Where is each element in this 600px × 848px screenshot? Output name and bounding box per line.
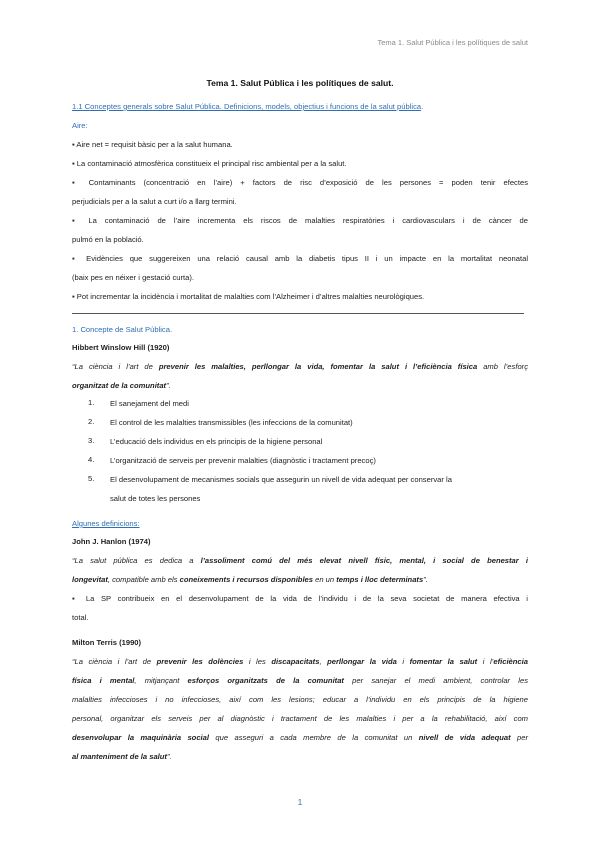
list-number: 4.	[88, 455, 95, 464]
author-hanlon: John J. Hanlon (1974)	[72, 537, 151, 546]
horizontal-divider	[72, 313, 524, 314]
quote-hill-line: “La ciència i l’art de prevenir les malalties, perllongar la vida, fomentar la salut i l’eficiència física amb l’esforç	[72, 362, 528, 371]
section-heading: 1.1 Conceptes generals sobre Salut Pública. Definicions, models, objectius i funcions de la salut pública.	[72, 102, 424, 111]
list-number: 3.	[88, 436, 95, 445]
list-item: El desenvolupament de mecanismes socials que assegurin un nivell de vida adequat per conservar la	[110, 475, 452, 484]
bullet-item: ▪ La contaminació de l’aire incrementa els riscos de malalties respiratòries i cardiovasculars i de càncer de	[72, 216, 528, 225]
quote-terris-line: “La ciència i l’art de prevenir les dolències i les discapacitats, perllongar la vida i fomentar la salut i l’eficiència	[72, 657, 528, 666]
page-title: Tema 1. Salut Pública i les polítiques de salut.	[206, 78, 394, 88]
section-heading-link[interactable]: 1.1 Conceptes generals sobre Salut Pública. Definicions, models, objectius i funcions de la salut pública	[72, 102, 422, 111]
bullet-item-cont: total.	[72, 613, 89, 622]
page-number: 1	[297, 798, 303, 807]
list-item-cont: salut de totes les persones	[110, 494, 201, 503]
subheading-aire: Aire:	[72, 121, 88, 130]
bullet-item: ▪ Contaminants (concentració en l’aire) + factors de risc d’exposició de les persones = poden tenir efectes	[72, 178, 528, 187]
quote-hanlon-line: “La salut pública es dedica a l’assoliment comú del més elevat nivell físic, mental, i social de benestar i	[72, 556, 529, 565]
bullet-item-cont: (baix pes en néixer i gestació curta).	[72, 273, 194, 282]
bullet-item-cont: perjudicials per a la salut a curt i/o a llarg termini.	[72, 197, 237, 206]
bullet-item: ▪ La contaminació atmosfèrica constitueix el principal risc ambiental per a la salut.	[72, 159, 347, 168]
list-item: El control de les malalties transmissibles (les infeccions de la comunitat)	[110, 418, 353, 427]
list-item: El sanejament del medi	[110, 399, 189, 408]
list-item: L’organització de serveis per prevenir malalties (diagnòstic i tractament precoç)	[110, 456, 376, 465]
concept-heading: 1. Concepte de Salut Pública.	[72, 325, 173, 334]
author-hill: Hibbert Winslow Hill (1920)	[72, 343, 170, 352]
quote-terris-line: física i mental, mitjançant esforços organitzats de la comunitat per sanejar el medi ambient, controlar les	[72, 676, 528, 685]
bullet-item: ▪ Evidències que suggereixen una relació causal amb la diabetis tipus II i un impacte en la mortalitat neonatal	[72, 254, 528, 263]
quote-terris-line: malalties infeccioses i no infeccioses, així com les lesions; educar a l’individu en els principis de la higiene	[72, 695, 528, 704]
quote-terris-line: personal, organitzar els serveis per al diagnòstic i tractament de les malalties i per a la rehabilitació, així com	[72, 714, 528, 723]
definitions-heading-link[interactable]: Algunes definicions:	[72, 519, 140, 528]
quote-terris-line: al manteniment de la salut”.	[72, 752, 172, 761]
bullet-item: ▪ La SP contribueix en el desenvolupament de la vida de l’individu i de la seva societat de manera efectiva i	[72, 594, 528, 603]
list-item: L’educació dels individus en els principis de la higiene personal	[110, 437, 323, 446]
list-number: 2.	[88, 417, 95, 426]
author-terris: Milton Terris (1990)	[72, 638, 142, 647]
quote-terris-line: desenvolupar la maquinària social que asseguri a cada membre de la comunitat un nivell de vida adequat per	[72, 733, 528, 742]
bullet-item: ▪ Pot incrementar la incidència i mortalitat de malalties com l’Alzheimer i d’altres malalties neurològiques.	[72, 292, 425, 301]
bullet-item-cont: pulmó en la població.	[72, 235, 144, 244]
running-header: Tema 1. Salut Pública i les polítiques de salut	[377, 38, 528, 47]
bullet-item: ▪ Aire net = requisit bàsic per a la salut humana.	[72, 140, 233, 149]
list-number: 5.	[88, 474, 95, 483]
list-number: 1.	[88, 398, 95, 407]
quote-hill-line: organitzat de la comunitat”.	[72, 381, 171, 390]
quote-hanlon-line: longevitat, compatible amb els coneixements i recursos disponibles en un temps i lloc determinats”.	[72, 575, 428, 584]
